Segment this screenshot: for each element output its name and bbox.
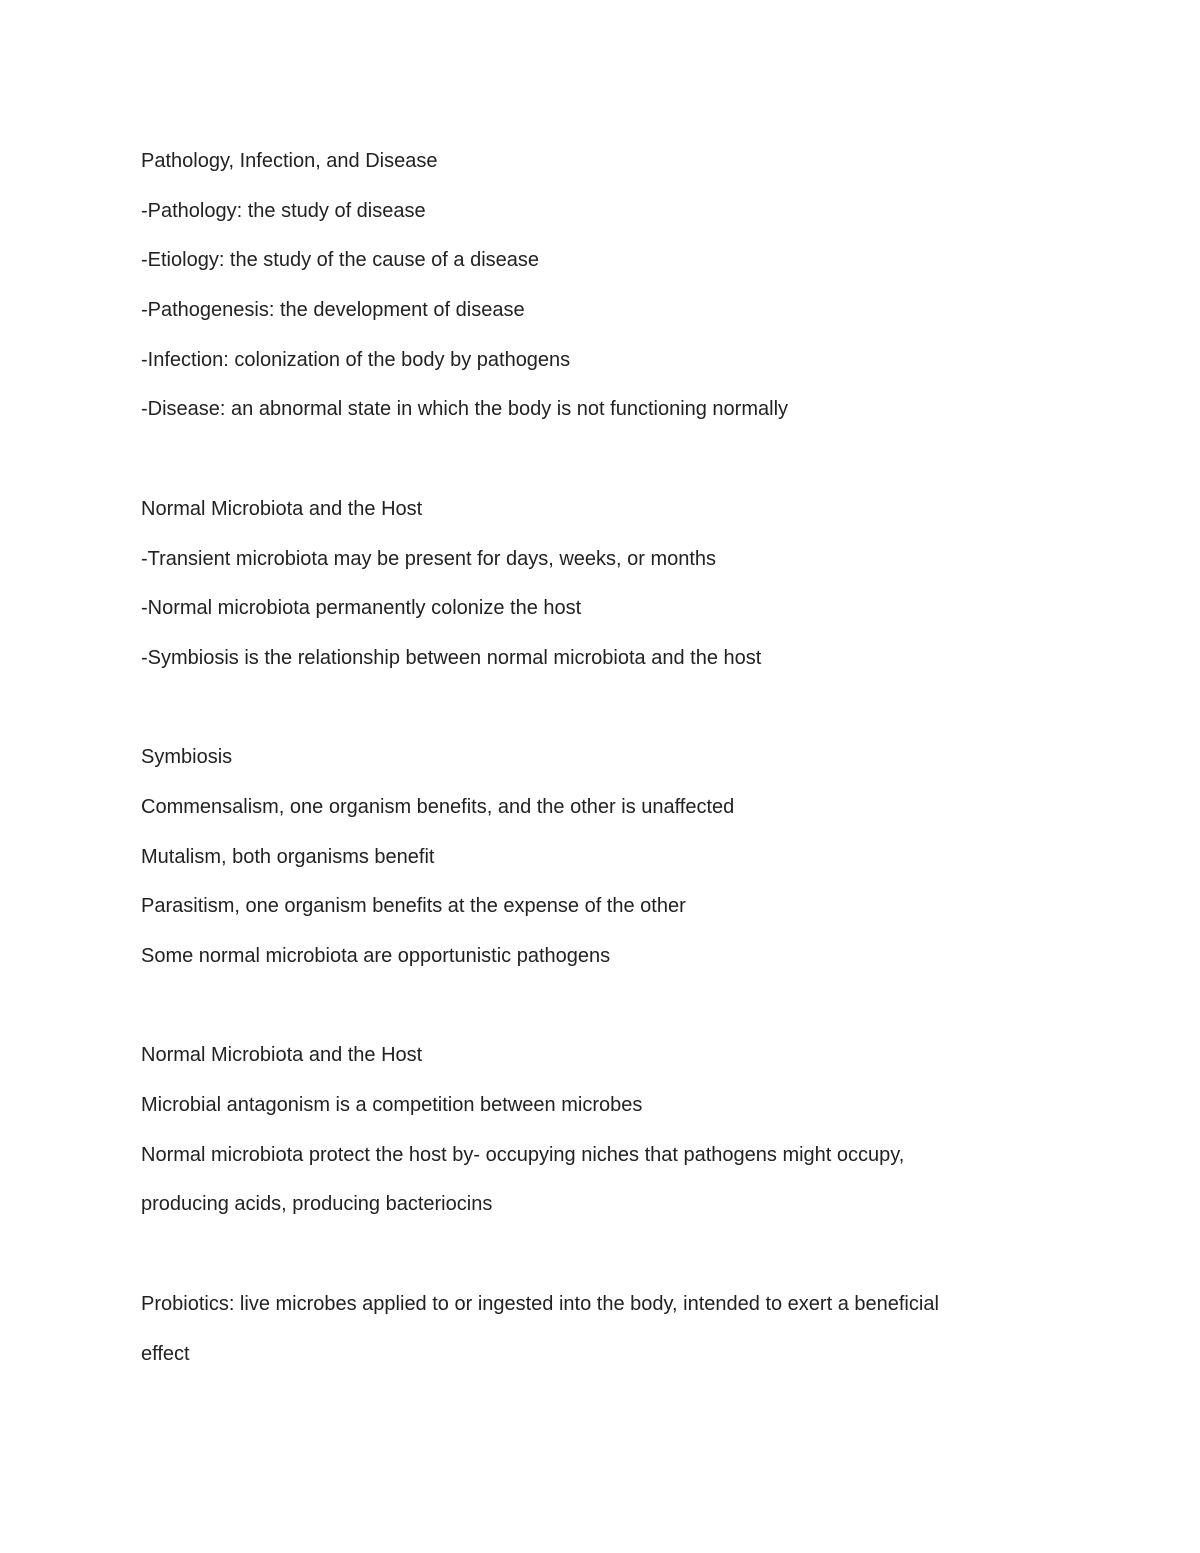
section-heading: Normal Microbiota and the Host	[141, 497, 423, 520]
note-line: Normal microbiota protect the host by- occupying niches that pathogens might occupy,	[141, 1143, 905, 1166]
note-line: -Symbiosis is the relationship between normal microbiota and the host	[141, 646, 762, 669]
note-line: Commensalism, one organism benefits, and the other is unaffected	[141, 795, 735, 818]
paragraph-spacer	[141, 982, 1041, 1032]
definition-line: -Pathology: the study of disease	[141, 199, 426, 222]
note-line: Probiotics: live microbes applied to or ingested into the body, intended to exert a beneficial	[141, 1292, 939, 1315]
paragraph-spacer	[141, 684, 1041, 734]
note-line: effect	[141, 1342, 190, 1365]
document-body	[141, 137, 1041, 1379]
section-heading: Symbiosis	[141, 746, 233, 769]
section-heading: Normal Microbiota and the Host	[141, 1044, 423, 1067]
note-line: Microbial antagonism is a competition between microbes	[141, 1094, 643, 1117]
definition-line: -Etiology: the study of the cause of a disease	[141, 249, 540, 272]
definition-line: -Disease: an abnormal state in which the body is not functioning normally	[141, 398, 789, 421]
note-line: Parasitism, one organism benefits at the expense of the other	[141, 895, 686, 918]
note-line: -Normal microbiota permanently colonize the host	[141, 597, 582, 620]
definition-line: -Pathogenesis: the development of disease	[141, 299, 525, 322]
definition-line: -Infection: colonization of the body by pathogens	[141, 348, 571, 371]
paragraph-spacer	[141, 1230, 1041, 1280]
note-line: Mutalism, both organisms benefit	[141, 845, 435, 868]
paragraph-spacer	[141, 435, 1041, 485]
note-line: Some normal microbiota are opportunistic pathogens	[141, 945, 611, 967]
note-line: producing acids, producing bacteriocins	[141, 1193, 493, 1216]
note-line: -Transient microbiota may be present for days, weeks, or months	[141, 547, 717, 570]
section-heading: Pathology, Infection, and Disease	[141, 150, 438, 172]
